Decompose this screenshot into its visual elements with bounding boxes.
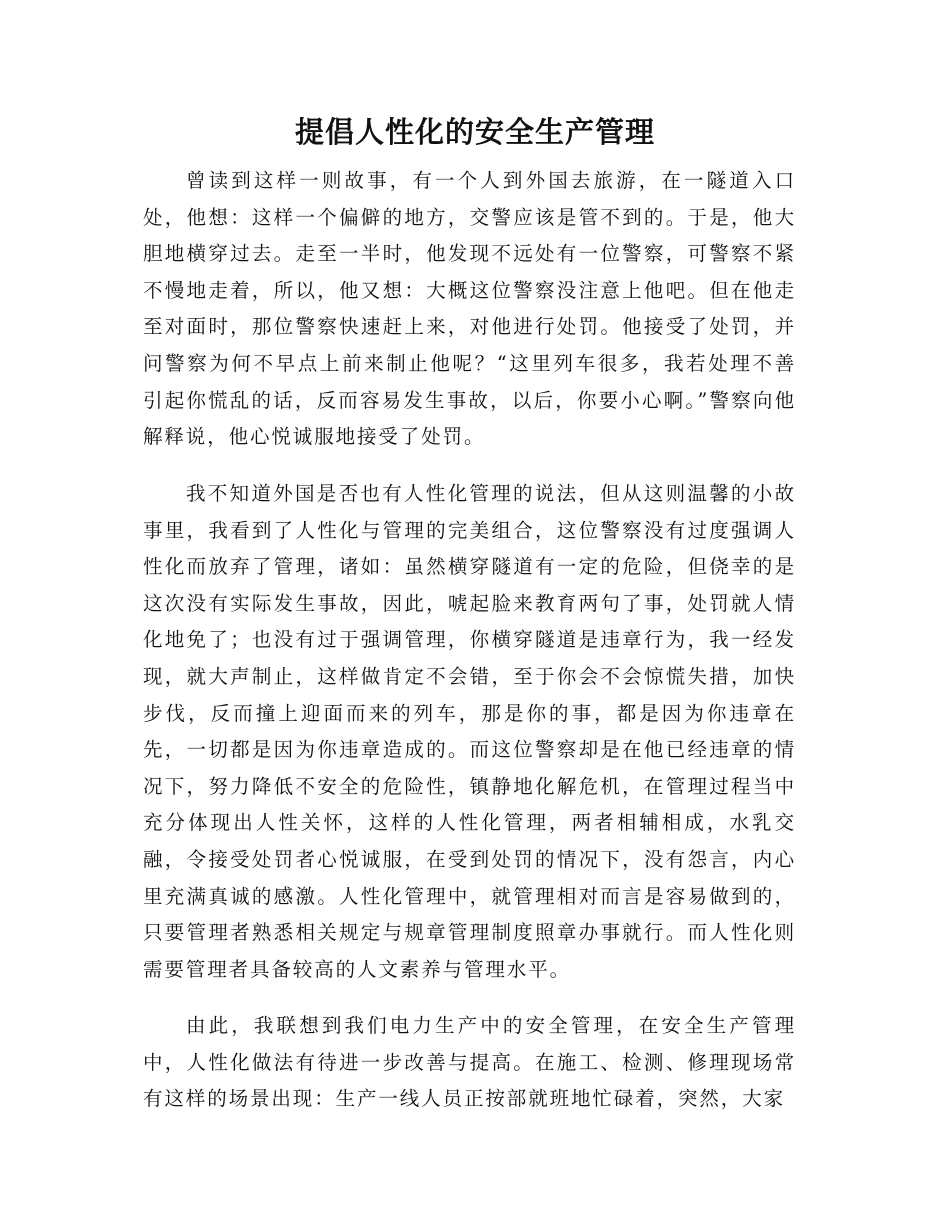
paragraph-application: 由此，我联想到我们电力生产中的安全管理，在安全生产管理中，人性化做法有待进一步改善与提高。在施工、检测、修理现场常有这样的场景出现：生产一线人员正按部就班地忙碌着，突然，大家: [143, 1014, 796, 1111]
paragraph-story: 曾读到这样一则故事，有一个人到外国去旅游，在一隧道入口处，他想：这样一个偏僻的地方，交警应该是管不到的。于是，他大胆地横穿过去。走至一半时，他发现不远处有一位警察，可警察不紧不慢地走着，所以，他又想：大概这位警察没注意上他吧。但在他走至对面时，那位警察快速赶上来，对他进行处罚。他接受了处罚，并问警察为何不早点上前来制止他呢？“这里列车很多，我若处理不善引起你慌乱的话，反而容易发生事故，以后，你要小心啊。”警察向他解释说，他心悦诚服地接受了处罚。: [143, 169, 796, 449]
document-title: 提倡人性化的安全生产管理: [294, 115, 655, 149]
paragraph-reflection: 我不知道外国是否也有人性化管理的说法，但从这则温馨的小故事里，我看到了人性化与管理的完美组合，这位警察没有过度强调人性化而放弃了管理，诸如：虽然横穿隧道有一定的危险，但侥幸的是这次没有实际发生事故，因此，唬起脸来教育两句了事，处罚就人情化地免了；也没有过于强调管理，你横穿隧道是违章行为，我一经发现，就大声制止，这样做肯定不会错，至于你会不会惊慌失措，加快步伐，反而撞上迎面而来的列车，那是你的事，都是因为你违章在先，一切都是因为你违章造成的。而这位警察却是在他已经违章的情况下，努力降低不安全的危险性，镇静地化解危机，在管理过程当中充分体现出人性关怀，这样的人性化管理，两者相辅相成，水乳交融，令接受处罚者心悦诚服，在受到处罚的情况下，没有怨言，内心里充满真诚的感激。人性化管理中，就管理相对而言是容易做到的，只要管理者熟悉相关规定与规章管理制度照章办事就行。而人性化则需要管理者具备较高的人文素养与管理水平。: [143, 482, 796, 981]
